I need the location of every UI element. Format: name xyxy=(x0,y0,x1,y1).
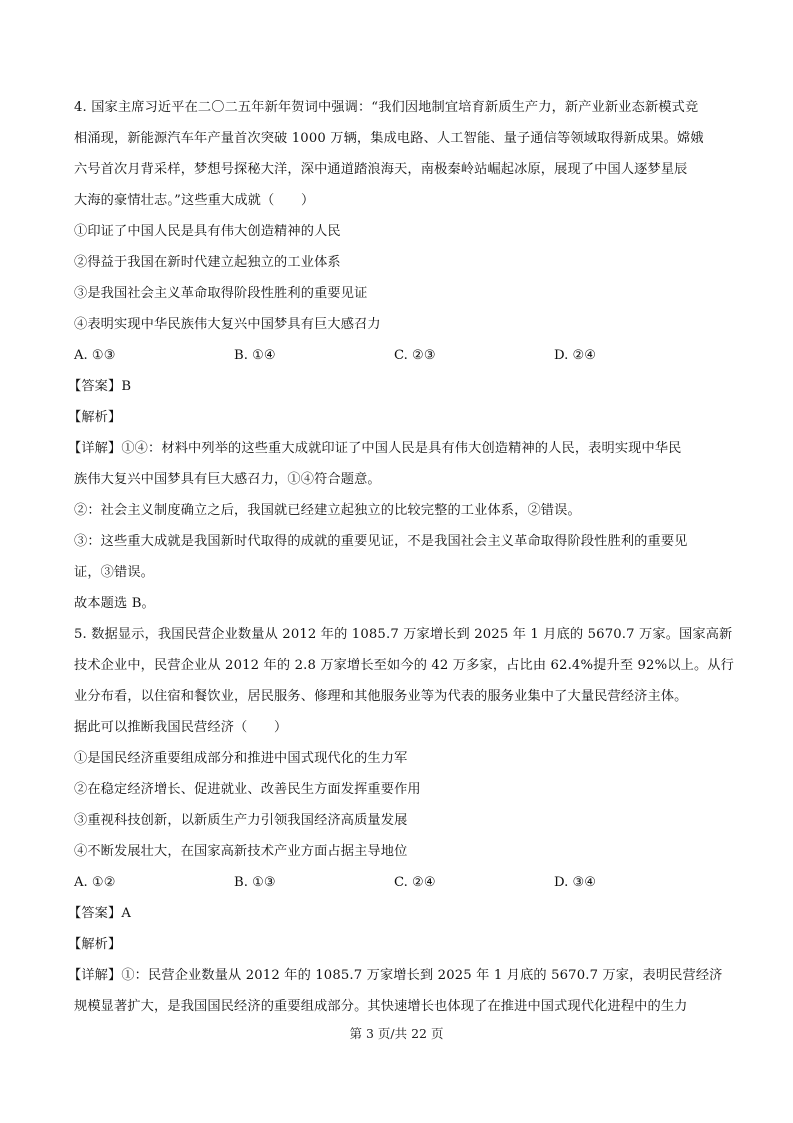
question-stem-line: 业分布看，以住宿和餐饮业，居民服务、修理和其他服务业等为代表的服务业集中了大量民营经济主体。 xyxy=(74,689,688,704)
detail-line: 故本题选 B。 xyxy=(74,596,155,611)
question-4 xyxy=(68,92,724,619)
statement-option: ②得益于我国在新时代建立起独立的工业体系 xyxy=(74,255,341,270)
answer-label: 【答案】A xyxy=(68,906,132,921)
analysis-label: 【解析】 xyxy=(68,410,122,425)
choice-b: B. ①④ xyxy=(234,348,276,363)
choice-b: B. ①③ xyxy=(234,875,276,890)
statement-option: ③重视科技创新，以新质生产力引领我国经济高质量发展 xyxy=(74,813,408,828)
choice-a: A. ①③ xyxy=(74,348,116,363)
statement-option: ④表明实现中华民族伟大复兴中国梦具有巨大感召力 xyxy=(74,317,381,332)
question-stem-line: 六号首次月背采样，梦想号探秘大洋，深中通道踏浪海天，南极秦岭站崛起冰原，展现了中国人逐梦星辰 xyxy=(74,162,688,177)
choice-c: C. ②③ xyxy=(394,348,436,363)
statement-option: ③是我国社会主义革命取得阶段性胜利的重要见证 xyxy=(74,286,368,301)
statement-option: ④不断发展壮大，在国家高新技术产业方面占据主导地位 xyxy=(74,844,408,859)
statement-option: ①是国民经济重要组成部分和推进中国式现代化的生力军 xyxy=(74,751,408,766)
detail-line: 族伟大复兴中国梦具有巨大感召力，①④符合题意。 xyxy=(74,472,381,487)
statement-option: ①印证了中国人民是具有伟大创造精神的人民 xyxy=(74,224,341,239)
page-content xyxy=(68,92,734,1022)
choice-a: A. ①② xyxy=(74,875,116,890)
answer-choices xyxy=(74,340,724,371)
answer-choices xyxy=(74,867,724,898)
detail-line: 规模显著扩大，是我国国民经济的重要组成部分。其快速增长也体现了在推进中国式现代化进程中的生力 xyxy=(74,999,688,1014)
detail-line: ③：这些重大成就是我国新时代取得的成就的重要见证，不是我国社会主义革命取得阶段性胜利的重要见 xyxy=(74,534,688,549)
question-stem-line: 技术企业中，民营企业从 2012 年的 2.8 万家增长至如今的 42 万多家，占比由 62.4%提升至 92%以上。从行 xyxy=(74,658,734,673)
question-stem-line: 5. 数据显示，我国民营企业数量从 2012 年的 1085.7 万家增长到 2025 年 1 月底的 5670.7 万家。国家高新 xyxy=(74,627,733,642)
analysis-label: 【解析】 xyxy=(68,937,122,952)
statement-option: ②在稳定经济增长、促进就业、改善民生方面发挥重要作用 xyxy=(74,782,421,797)
question-stem-line: 据此可以推断我国民营经济（ ） xyxy=(74,720,288,735)
page-number: 第 3 页/共 22 页 xyxy=(349,1026,444,1041)
question-5 xyxy=(68,619,734,1022)
question-stem-line: 大海的豪情壮志。”这些重大成就（ ） xyxy=(74,193,315,208)
choice-d: D. ②④ xyxy=(554,348,597,363)
question-stem-line: 相涌现，新能源汽车年产量首次突破 1000 万辆，集成电路、人工智能、量子通信等领域取得新成果。嫦娥 xyxy=(74,131,704,146)
detail-line: ②：社会主义制度确立之后，我国就已经建立起独立的比较完整的工业体系，②错误。 xyxy=(74,503,581,518)
detail-line: 【详解】①：民营企业数量从 2012 年的 1085.7 万家增长到 2025 年 1 月底的 5670.7 万家，表明民营经济 xyxy=(68,968,723,983)
choice-c: C. ②④ xyxy=(394,875,436,890)
detail-line: 证，③错误。 xyxy=(74,565,155,580)
question-stem-line: 4. 国家主席习近平在二〇二五年新年贺词中强调：“我们因地制宜培育新质生产力，新产业新业态新模式竞 xyxy=(74,100,699,115)
answer-label: 【答案】B xyxy=(68,379,132,394)
choice-d: D. ③④ xyxy=(554,875,597,890)
detail-line: 【详解】①④：材料中列举的这些重大成就印证了中国人民是具有伟大创造精神的人民，表明实现中华民 xyxy=(68,441,682,456)
